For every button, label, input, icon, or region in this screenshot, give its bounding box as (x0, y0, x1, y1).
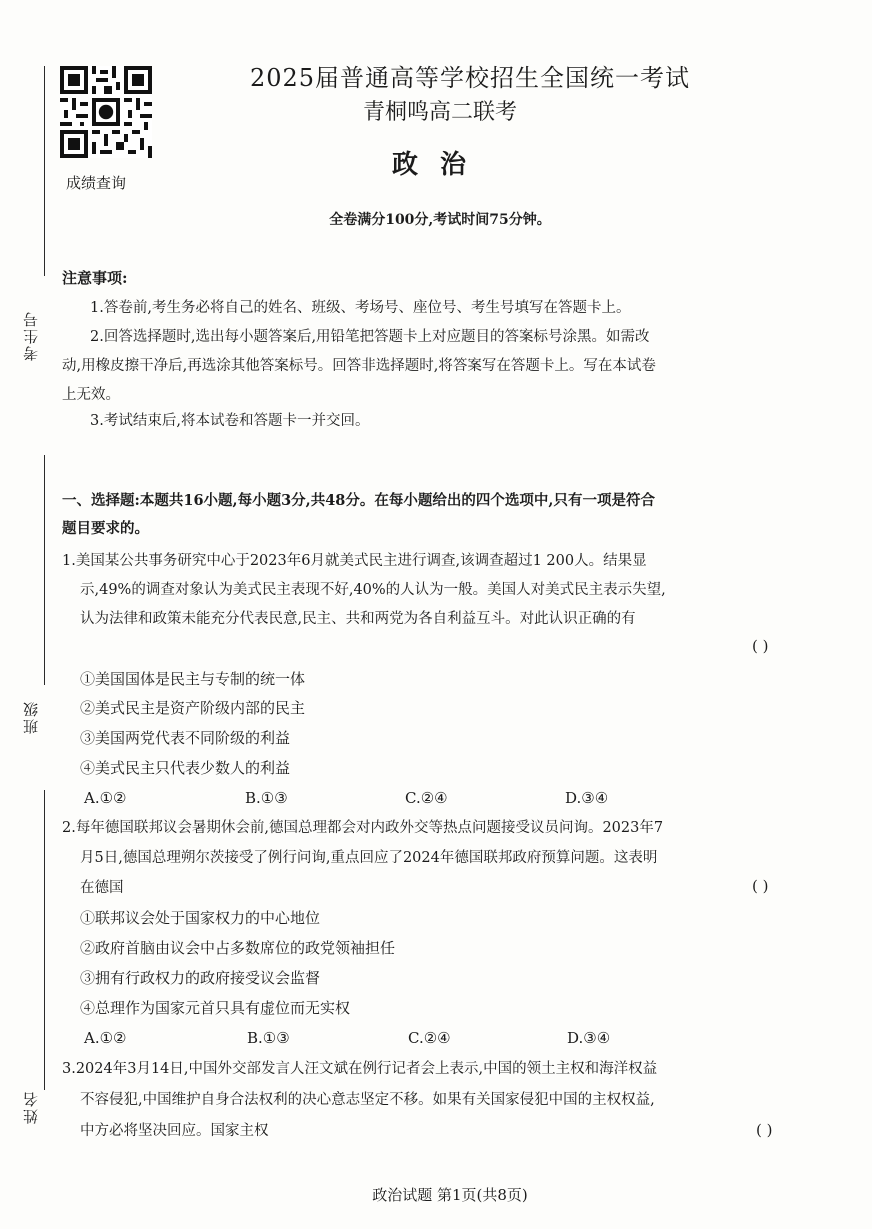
q2-option-d: D.③④ (567, 1029, 611, 1047)
notice-item-1: 1.答卷前,考生务必将自己的姓名、班级、考场号、座位号、考生号填写在答题卡上。 (90, 300, 631, 316)
q3-answer-paren: ( ) (756, 1121, 773, 1139)
side-label-exam-no: 考生号 (22, 310, 40, 361)
q3-line3: 中方必将坚决回应。国家主权 (80, 1123, 269, 1139)
q2-line3: 在德国 (80, 880, 124, 896)
q2-statement-1: ①联邦议会处于国家权力的中心地位 (80, 909, 321, 927)
side-label-name: 姓名 (22, 1090, 40, 1124)
q3-line1: 3.2024年3月14日,中国外交部发言人汪文斌在例行记者会上表示,中国的领土主权和海洋权益 (62, 1061, 658, 1077)
q3-line2: 不容侵犯,中国维护自身合法权利的决心意志坚定不移。如果有关国家侵犯中国的主权权益, (80, 1092, 655, 1108)
exam-title: 2025届普通高等学校招生全国统一考试 (249, 64, 691, 92)
q1-line3: 认为法律和政策未能充分代表民意,民主、共和两党为各自利益互斗。对此认识正确的有 (80, 611, 636, 627)
side-label-class: 班级 (22, 700, 40, 734)
page-footer: 政治试题 第1页(共8页) (372, 1186, 528, 1204)
q2-option-c: C.②④ (408, 1029, 451, 1047)
notice-item-3: 3.考试结束后,将本试卷和答题卡一并交回。 (90, 413, 370, 429)
notice-item-2-line2: 动,用橡皮擦干净后,再选涂其他答案标号。回答非选择题时,将答案写在答题卡上。写在本试卷 (62, 358, 656, 374)
notice-title: 注意事项: (62, 269, 128, 287)
q1-option-a: A.①② (84, 789, 127, 807)
q1-statement-3: ③美国两党代表不同阶级的利益 (80, 729, 291, 747)
q1-option-c: C.②④ (405, 789, 448, 807)
qr-label: 成绩查询 (66, 174, 127, 192)
notice-item-2-line3: 上无效。 (62, 387, 120, 403)
q1-line1: 1.美国某公共事务研究中心于2023年6月就美式民主进行调查,该调查超过1 200人。结果显 (62, 553, 647, 569)
q1-answer-paren: ( ) (752, 637, 769, 655)
q2-line1: 2.每年德国联邦议会暑期休会前,德国总理都会对内政外交等热点问题接受议员问询。2023年7 (62, 820, 664, 836)
q2-statement-3: ③拥有行政权力的政府接受议会监督 (80, 969, 321, 987)
qr-code-icon[interactable] (60, 66, 152, 158)
q2-answer-paren: ( ) (752, 877, 769, 895)
notice-item-2-line1: 2.回答选择题时,选出每小题答案后,用铅笔把答题卡上对应题目的答案标号涂黑。如需改 (90, 329, 650, 345)
q2-option-a: A.①② (84, 1029, 127, 1047)
binding-line-mid (44, 455, 45, 685)
q2-option-b: B.①③ (247, 1029, 290, 1047)
exam-subtitle: 青桐鸣高二联考 (362, 100, 517, 125)
q2-statement-2: ②政府首脑由议会中占多数席位的政党领袖担任 (80, 939, 396, 957)
section-heading-line1: 一、选择题:本题共16小题,每小题3分,共48分。在每小题给出的四个选项中,只有一项是符合 (62, 492, 655, 509)
subject-title: 政治 (391, 150, 488, 180)
q1-option-b: B.①③ (245, 789, 288, 807)
section-heading-line2: 题目要求的。 (62, 520, 149, 537)
binding-line-top (44, 66, 45, 276)
exam-info: 全卷满分100分,考试时间75分钟。 (329, 212, 551, 228)
q1-option-d: D.③④ (565, 789, 609, 807)
q1-statement-1: ①美国国体是民主与专制的统一体 (80, 670, 306, 688)
binding-line-low (44, 790, 45, 1090)
q2-statement-4: ④总理作为国家元首只具有虚位而无实权 (80, 999, 351, 1017)
q2-line2: 月5日,德国总理朔尔茨接受了例行问询,重点回应了2024年德国联邦政府预算问题。这表明 (80, 850, 658, 866)
q1-line2: 示,49%的调查对象认为美式民主表现不好,40%的人认为一般。美国人对美式民主表示失望, (80, 582, 666, 598)
q1-statement-2: ②美式民主是资产阶级内部的民主 (80, 699, 306, 717)
q1-statement-4: ④美式民主只代表少数人的利益 (80, 759, 291, 777)
